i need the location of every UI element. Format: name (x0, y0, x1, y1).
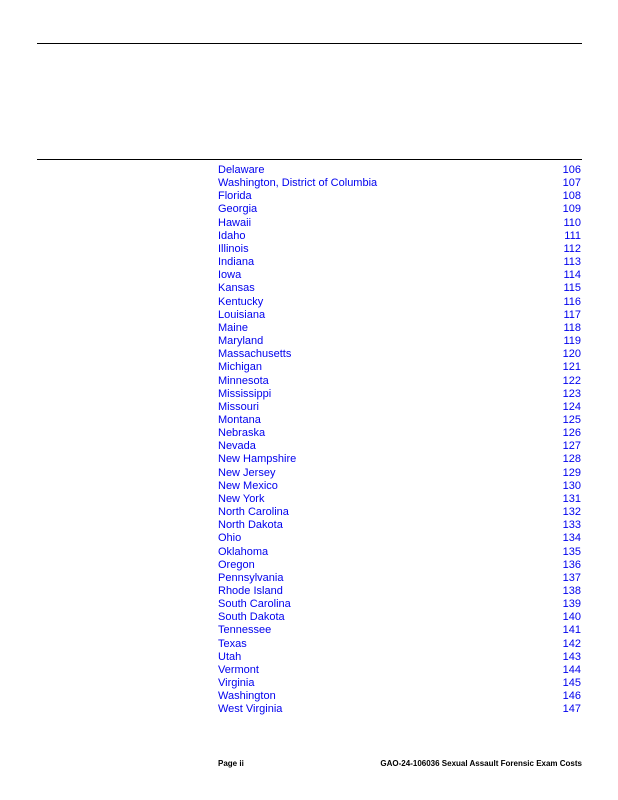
toc-entry[interactable] (218, 190, 581, 203)
toc-entry-label[interactable]: Nevada (218, 440, 256, 453)
toc-entry-label[interactable]: Florida (218, 190, 252, 203)
toc-entry-page-number[interactable]: 141 (562, 624, 581, 637)
toc-entry[interactable] (218, 230, 581, 243)
toc-entry-label[interactable]: Oklahoma (218, 545, 269, 558)
toc-entry[interactable] (218, 177, 581, 190)
toc-entry-page-number[interactable]: 126 (562, 427, 581, 440)
toc-entry-page-number[interactable]: 134 (562, 532, 581, 545)
toc-entry[interactable] (218, 572, 581, 585)
toc-entry[interactable] (218, 322, 581, 335)
toc-entry-page-number[interactable]: 138 (562, 585, 581, 597)
toc-entry[interactable] (218, 493, 581, 506)
toc-entry-label[interactable]: Massachusetts (218, 348, 292, 361)
page-footer (218, 759, 582, 768)
toc-entry[interactable] (218, 651, 581, 664)
toc-entry[interactable] (218, 624, 581, 637)
toc-entry-page-number[interactable]: 120 (562, 348, 581, 361)
toc-entry[interactable] (218, 256, 581, 269)
toc-entry-label[interactable]: Texas (218, 637, 247, 650)
toc-entry-label[interactable]: Indiana (218, 256, 255, 269)
toc-entry-label[interactable]: Tennessee (218, 624, 272, 637)
toc-entry-label[interactable]: North Carolina (218, 506, 289, 519)
toc-entry-page-number[interactable]: 133 (562, 519, 581, 532)
toc-entry[interactable] (218, 243, 581, 256)
toc-entry[interactable] (218, 217, 581, 230)
toc-entry-page-number[interactable]: 144 (562, 663, 581, 676)
toc-entry-label[interactable]: Rhode Island (218, 585, 283, 597)
toc-entry[interactable] (218, 519, 581, 532)
toc-entry[interactable] (218, 440, 581, 453)
toc-entry-label[interactable]: Washington (218, 690, 276, 703)
toc-entry-page-number[interactable]: 129 (562, 466, 581, 479)
toc-entry[interactable] (218, 638, 581, 651)
toc-entry-label[interactable]: Kansas (218, 282, 255, 295)
toc-entry[interactable] (218, 506, 581, 519)
toc-entry-page-number[interactable]: 109 (562, 203, 581, 216)
toc-entry-page-number[interactable]: 115 (563, 282, 581, 295)
toc-entry-label[interactable]: Hawaii (218, 216, 252, 229)
toc-entry[interactable] (218, 480, 581, 493)
toc-entry-label[interactable]: Kentucky (218, 295, 264, 308)
toc-entry-page-number[interactable]: 128 (562, 453, 581, 466)
toc-entry-label[interactable]: Michigan (218, 361, 263, 374)
toc-entry-page-number[interactable]: 111 (564, 229, 581, 242)
toc-entry-page-number[interactable]: 131 (562, 492, 581, 505)
toc-entry-label[interactable]: Minnesota (218, 374, 269, 387)
table-of-contents (218, 164, 581, 717)
toc-entry-page-number[interactable]: 118 (563, 321, 581, 334)
toc-entry[interactable] (218, 282, 581, 295)
toc-entry-label[interactable]: Mississippi (218, 387, 272, 400)
toc-entry-page-number[interactable]: 106 (562, 164, 581, 176)
toc-entry-label[interactable]: Iowa (218, 269, 242, 282)
toc-entry-page-number[interactable]: 142 (562, 637, 581, 650)
toc-entry[interactable] (218, 296, 581, 309)
toc-entry-label[interactable]: Maryland (218, 335, 264, 348)
toc-entry-label[interactable]: Louisiana (218, 308, 266, 321)
toc-entry-label[interactable]: South Dakota (218, 611, 285, 624)
top-divider (37, 43, 582, 44)
toc-entry-label[interactable]: North Dakota (218, 519, 283, 532)
toc-entry[interactable] (218, 388, 581, 401)
toc-entry-label[interactable]: Pennsylvania (218, 571, 284, 584)
toc-entry-page-number[interactable]: 125 (562, 413, 581, 426)
toc-entry-page-number[interactable]: 143 (562, 650, 581, 663)
toc-entry[interactable] (218, 375, 581, 388)
toc-entry-label[interactable]: Idaho (218, 229, 246, 242)
toc-entry-page-number[interactable]: 137 (562, 571, 581, 584)
toc-entry-label[interactable]: South Carolina (218, 598, 291, 611)
toc-entry[interactable] (218, 585, 581, 598)
toc-entry-label[interactable]: Virginia (218, 677, 255, 690)
toc-entry[interactable] (218, 611, 581, 624)
toc-entry[interactable] (218, 414, 581, 427)
toc-entry-page-number[interactable]: 130 (562, 479, 581, 492)
footer-report-title: GAO-24-106036 Sexual Assault Forensic Exam Costs (380, 759, 582, 768)
toc-entry-label[interactable]: Nebraska (218, 427, 266, 440)
toc-entry[interactable] (218, 453, 581, 466)
toc-entry-page-number[interactable]: 146 (562, 690, 581, 703)
toc-entry[interactable] (218, 467, 581, 480)
toc-entry-label[interactable]: Missouri (218, 400, 259, 413)
toc-entry[interactable] (218, 309, 581, 322)
toc-entry-label[interactable]: Montana (218, 413, 261, 426)
toc-entry-page-number[interactable]: 119 (563, 335, 581, 348)
toc-entry-page-number[interactable]: 135 (562, 545, 581, 558)
toc-entry-label[interactable]: Maine (218, 321, 248, 334)
toc-entry[interactable] (218, 703, 581, 716)
toc-entry-page-number[interactable]: 116 (563, 295, 581, 308)
footer-page-number: Page ii (218, 759, 244, 768)
toc-entry-label[interactable]: Illinois (218, 242, 249, 255)
toc-entry-page-number[interactable]: 136 (562, 558, 581, 571)
toc-entry-label[interactable]: New York (218, 492, 265, 505)
toc-entry-page-number[interactable]: 122 (562, 374, 581, 387)
toc-entry-label[interactable]: West Virginia (218, 703, 283, 716)
toc-entry[interactable] (218, 664, 581, 677)
toc-entry[interactable] (218, 348, 581, 361)
toc-entry-label[interactable]: Ohio (218, 532, 242, 545)
toc-entry[interactable] (218, 532, 581, 545)
toc-entry[interactable] (218, 559, 581, 572)
toc-entry[interactable] (218, 546, 581, 559)
toc-entry-page-number[interactable]: 127 (562, 440, 581, 453)
toc-entry-page-number[interactable]: 139 (562, 598, 581, 611)
toc-entry-label[interactable]: Oregon (218, 558, 255, 571)
toc-entry-page-number[interactable]: 117 (563, 308, 581, 321)
toc-entry-label[interactable]: Vermont (218, 663, 259, 676)
toc-entry[interactable] (218, 361, 581, 374)
toc-entry-page-number[interactable]: 140 (562, 611, 581, 624)
toc-entry-label[interactable]: New Hampshire (218, 453, 297, 466)
toc-entry-page-number[interactable]: 147 (562, 703, 581, 716)
toc-entry-page-number[interactable]: 124 (562, 400, 581, 413)
toc-entry[interactable] (218, 598, 581, 611)
toc-entry[interactable] (218, 269, 581, 282)
toc-entry[interactable] (218, 164, 581, 177)
toc-entry-page-number[interactable]: 145 (562, 677, 581, 690)
toc-entry-page-number[interactable]: 108 (562, 190, 581, 203)
toc-entry-page-number[interactable]: 114 (563, 269, 581, 282)
toc-entry-page-number[interactable]: 110 (563, 216, 581, 229)
toc-entry[interactable] (218, 335, 581, 348)
toc-entry-label[interactable]: New Jersey (218, 466, 276, 479)
section-divider (37, 159, 582, 160)
toc-entry-label[interactable]: Delaware (218, 164, 265, 176)
toc-entry[interactable] (218, 427, 581, 440)
toc-entry[interactable] (218, 690, 581, 703)
toc-entry-page-number[interactable]: 113 (563, 256, 581, 269)
toc-entry[interactable] (218, 677, 581, 690)
toc-entry-page-number[interactable]: 123 (562, 387, 581, 400)
toc-entry-label[interactable]: Utah (218, 650, 242, 663)
toc-entry-page-number[interactable]: 121 (562, 361, 581, 374)
toc-entry-label[interactable]: New Mexico (218, 479, 278, 492)
toc-entry[interactable] (218, 203, 581, 216)
toc-entry-page-number[interactable]: 107 (562, 177, 581, 190)
toc-entry-label[interactable]: Washington, District of Columbia (218, 177, 378, 190)
toc-entry-page-number[interactable]: 132 (562, 506, 581, 519)
toc-entry-page-number[interactable]: 112 (563, 242, 581, 255)
toc-entry-label[interactable]: Georgia (218, 203, 258, 216)
toc-entry[interactable] (218, 401, 581, 414)
